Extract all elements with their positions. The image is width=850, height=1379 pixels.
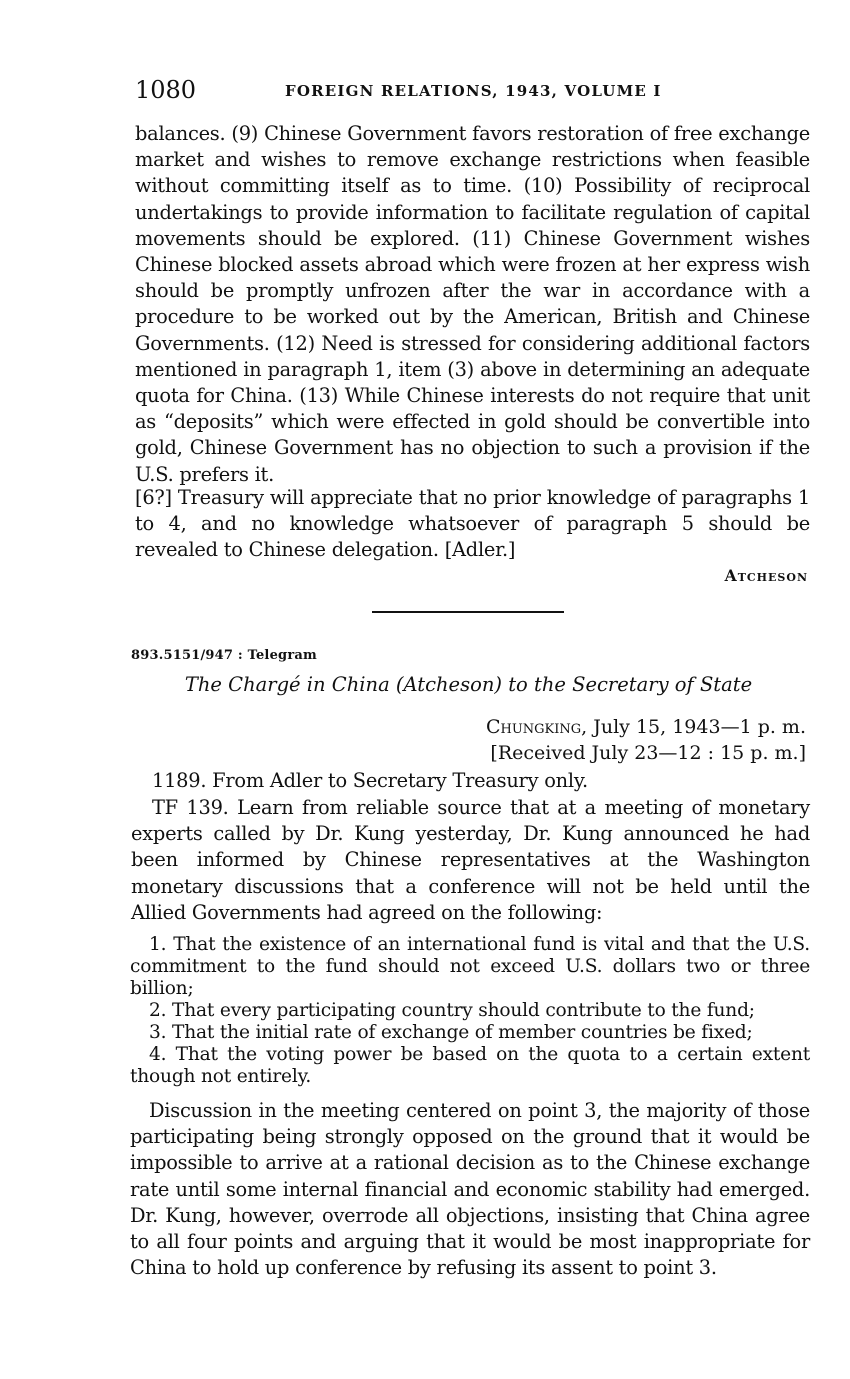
message-number-line: 1189. From Adler to Secretary Treasury only. [152, 769, 588, 792]
dateline-date: July 15, 1943—1 p. m. [593, 716, 806, 738]
list-item: 2. That every participating country should contribute to the fund; [149, 1000, 755, 1021]
list-item: 3. That the initial rate of exchange of member countries be fixed; [149, 1022, 753, 1043]
page-header [135, 74, 810, 106]
dateline [486, 714, 806, 766]
continued-paragraph: balances. (9) Chinese Government favors restoration of free exchange market and wishes to remove exchange restrictions when feasible without committing itself as to time. (10) Possibility of reciprocal undertakings to provide information to facilitate regulation of capital movements should be explored. (11) Chinese Government wishes Chinese blocked assets abroad which were frozen at her express wish should be promptly unfrozen after the war in accordance with a procedure to be worked out by the American, British and Chinese Governments. (12) Need is stressed for considering additional factors mentioned in paragraph 1, item (3) above in determining an adequate quota for China. (13) While Chinese interests do not require that unit as “deposits” which were effected in gold should be convertible into gold, Chinese Government has no objection to such a provision if the U.S. prefers it. [135, 122, 810, 486]
page-number: 1080 [135, 76, 197, 104]
list-item: 4. That the voting power be based on the quota to a certain extent though not entirely. [130, 1044, 810, 1087]
tf-paragraph: TF 139. Learn from reliable source that at a meeting of monetary experts called by Dr. Kung yesterday, Dr. Kung announced he had been informed by Chinese representatives at the Washington monetary discussions that a conference will not be held until the Allied Governments had agreed on the following: [131, 796, 810, 924]
treasury-paragraph: [6?] Treasury will appreciate that no prior knowledge of paragraphs 1 to 4, and no knowledge whatsoever of paragraph 5 should be revealed to Chinese delegation. [Adler.] [135, 486, 810, 562]
dateline-received: [Received July 23—12 : 15 p. m.] [490, 742, 806, 764]
section-divider [372, 611, 564, 613]
discussion-paragraph: Discussion in the meeting centered on point 3, the majority of those participating being strongly opposed on the ground that it would be impossible to arrive at a rational decision as to the Chinese exchange rate until some internal financial and economic stability had emerged. Dr. Kung, however, overrode all objections, insisting that China agree to all four points and arguing that it would be most inappropriate for China to hold up conference by refusing its assent to point 3. [130, 1099, 810, 1280]
running-head: FOREIGN RELATIONS, 1943, VOLUME I [285, 82, 662, 100]
dateline-place: Chungking, [485, 716, 588, 738]
document-title: The Chargé in China (Atcheson) to the Secretary of State [184, 673, 753, 696]
dateline-sent [486, 714, 806, 740]
signature: Atcheson [724, 566, 808, 585]
list-item: 1. That the existence of an international fund is vital and that the U.S. commitment to the fund should not exceed U.S. dollars two or three billion; [130, 934, 810, 999]
file-reference: 893.5151/947 : Telegram [131, 648, 317, 663]
